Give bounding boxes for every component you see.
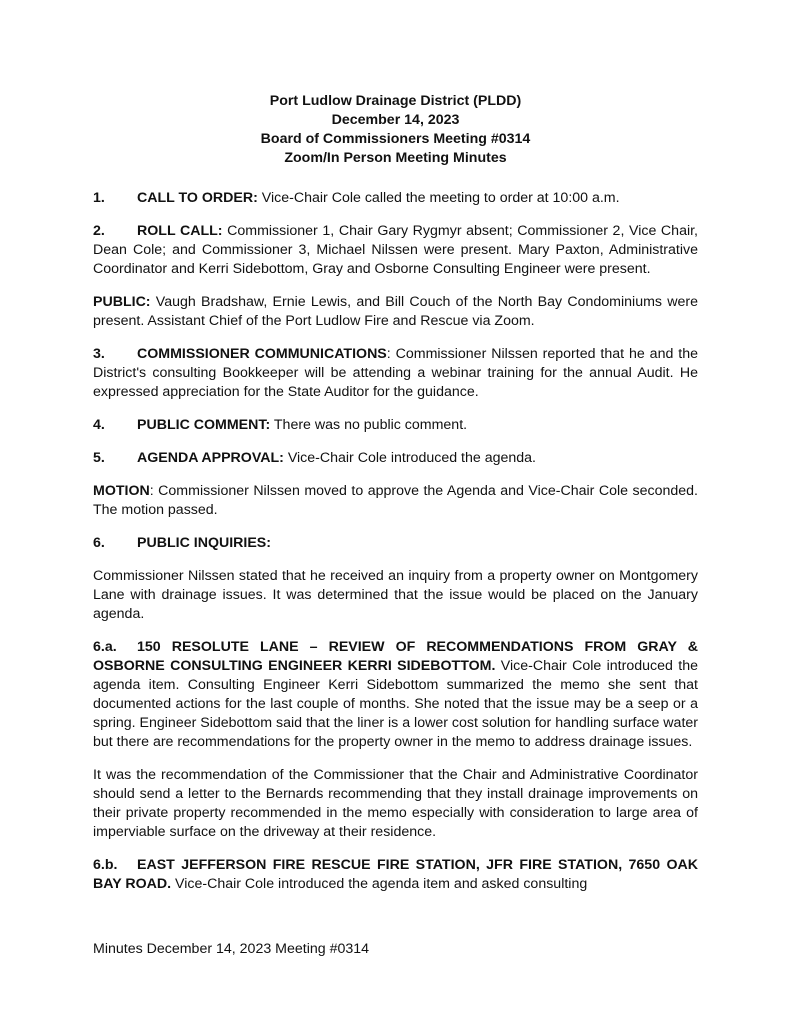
section-agenda-approval (93, 449, 698, 468)
item-text: Vice-Chair Cole introduced the agenda item. Consulting Engineer Kerri Sidebottom summarized the memo she sent that documented actions for the last couple of months. She noted that the issue may be a seep or a spring. Engineer Sidebottom said that the liner is a lower cost solution for handling surface water but there are recommendations for the property owner in the memo to address drainage issues. (93, 658, 698, 750)
item-number: 6. (93, 535, 105, 551)
item-number: 3. (93, 346, 105, 362)
item-number: 6.a. (93, 639, 117, 655)
item-text: Vaugh Bradshaw, Ernie Lewis, and Bill Couch of the North Bay Condominiums were present. Assistant Chief of the Port Ludlow Fire and Rescue via Zoom. (93, 294, 698, 329)
item-heading: PUBLIC COMMENT: (137, 417, 271, 433)
item-heading: AGENDA APPROVAL: (137, 450, 284, 466)
item-text: Vice-Chair Cole called the meeting to order at 10:00 a.m. (257, 190, 620, 206)
item-heading: PUBLIC: (93, 294, 151, 310)
section-public-attendance (93, 293, 698, 331)
page-footer: Minutes December 14, 2023 Meeting #0314 (93, 941, 370, 957)
item-text: Vice-Chair Cole introduced the agenda. (283, 450, 536, 466)
item-text: : Commissioner Nilssen reported that he and the District's consulting Bookkeeper will be attending a webinar training for the annual Audit. He expressed appreciation for the State Auditor for the guidance. (93, 346, 698, 400)
section-roll-call (93, 222, 698, 279)
section-6b-east-jefferson-fire-station (93, 856, 698, 894)
section-motion-agenda (93, 482, 698, 520)
header-title: Port Ludlow Drainage District (PLDD) (269, 93, 522, 109)
item-text: It was the recommendation of the Commissioner that the Chair and Administrative Coordinator should send a letter to the Bernards recommending that they install drainage improvements on their private property recommended in the memo especially with consideration to large area of imperviable surface on the driveway at their residence. (93, 767, 698, 840)
document-header (93, 92, 698, 168)
item-number: 6.b. (93, 857, 118, 873)
item-heading: EAST JEFFERSON FIRE RESCUE FIRE STATION, JFR FIRE STATION, 7650 OAK BAY ROAD. (93, 857, 698, 892)
item-text: : Commissioner Nilssen moved to approve the Agenda and Vice-Chair Cole seconded. The motion passed. (93, 483, 698, 518)
item-heading: PUBLIC INQUIRIES: (137, 535, 271, 551)
item-text: Commissioner 1, Chair Gary Rygmyr absent; Commissioner 2, Vice Chair, Dean Cole; and Commissioner 3, Michael Nilssen were present. Mary Paxton, Administrative Coordinator and Kerri Sidebottom, Gray and Osborne Consulting Engineer were present. (93, 223, 698, 277)
item-number: 4. (93, 417, 105, 433)
item-heading: MOTION (93, 483, 150, 499)
paragraph-montgomery-lane-inquiry (93, 567, 698, 624)
item-number: 5. (93, 450, 105, 466)
item-text: Commissioner Nilssen stated that he received an inquiry from a property owner on Montgomery Lane with drainage issues. It was determined that the issue would be placed on the January agenda. (93, 568, 698, 622)
section-6a-150-resolute-lane (93, 638, 698, 752)
item-heading: COMMISSIONER COMMUNICATIONS (137, 346, 387, 362)
item-text: Vice-Chair Cole introduced the agenda item and asked consulting (171, 876, 588, 892)
document-content (93, 92, 698, 908)
item-heading: ROLL CALL: (137, 223, 223, 239)
item-heading: CALL TO ORDER: (137, 190, 258, 206)
paragraph-commissioner-recommendation (93, 766, 698, 842)
header-meeting-number: Board of Commissioners Meeting #0314 (260, 131, 531, 147)
section-public-inquiries (93, 534, 698, 553)
section-public-comment (93, 416, 698, 435)
section-call-to-order (93, 189, 698, 208)
item-number: 1. (93, 190, 105, 206)
item-text: There was no public comment. (270, 417, 468, 433)
header-date: December 14, 2023 (331, 112, 460, 128)
header-subtitle: Zoom/In Person Meeting Minutes (284, 150, 507, 166)
item-number: 2. (93, 223, 105, 239)
section-commissioner-communications (93, 345, 698, 402)
item-heading: 150 RESOLUTE LANE – REVIEW OF RECOMMENDATIONS FROM GRAY & OSBORNE CONSULTING ENGINEER KERRI SIDEBOTTOM. (93, 639, 698, 674)
